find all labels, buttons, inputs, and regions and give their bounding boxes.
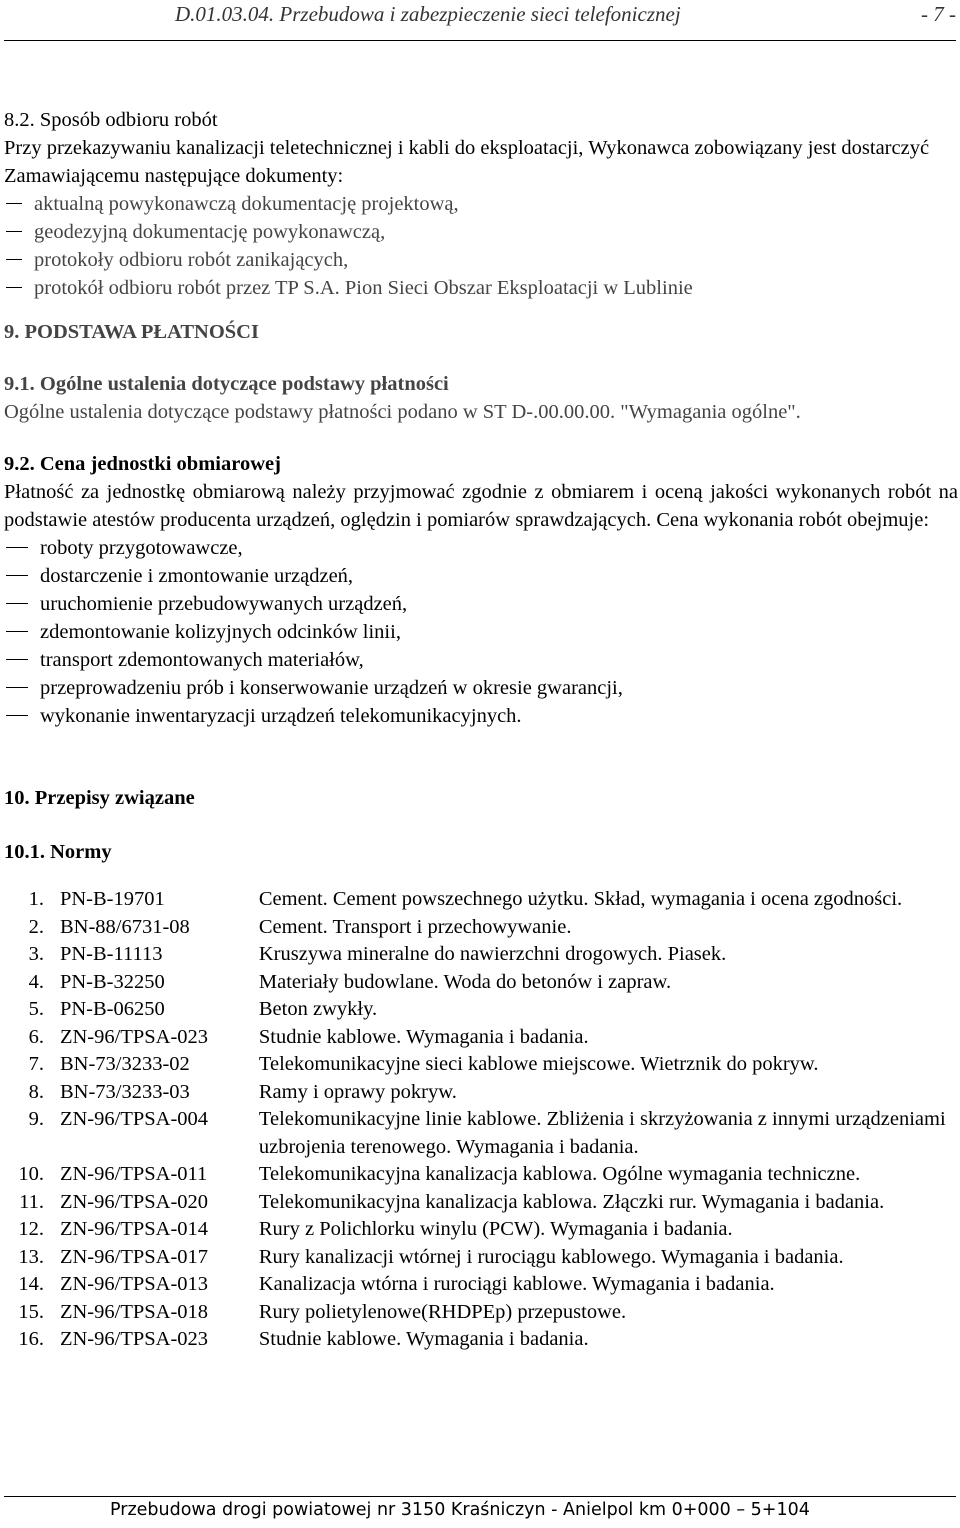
list-item: geodezyjną dokumentację powykonawczą,: [4, 218, 958, 246]
norm-number: 16.: [18, 1328, 44, 1350]
norm-description: Telekomunikacyjne linie kablowe. Zbliżenia i skrzyżowania z innymi urządzeniami uzbrojenia terenowego. Wymagania i badania.: [258, 1108, 946, 1158]
table-row: [4, 969, 958, 997]
norm-description: Telekomunikacyjna kanalizacja kablowa. Ogólne wymagania techniczne.: [258, 1163, 861, 1185]
norm-description: Kruszywa mineralne do nawierzchni drogowych. Piasek.: [258, 943, 727, 965]
section-8-2-heading: 8.2. Sposób odbioru robót: [4, 109, 218, 131]
norm-description: Studnie kablowe. Wymagania i badania.: [258, 1025, 589, 1048]
norm-number: 13.: [18, 1245, 44, 1268]
header-rule: [4, 40, 956, 41]
section-8-2-intro: Przy przekazywaniu kanalizacji teletechnicznej i kabli do eksploatacji, Wykonawca zobowiązany jest dostarczyć Zamawiającemu następujące dokumenty:: [4, 137, 930, 187]
table-row: [4, 1106, 958, 1161]
dash-bullet-icon: [6, 715, 28, 716]
dash-bullet-icon: [6, 603, 28, 604]
list-item: protokół odbioru robót przez TP S.A. Pion Sieci Obszar Eksploatacji w Lublinie: [4, 274, 958, 302]
section-8-2: [4, 106, 958, 302]
norm-number: 2.: [28, 915, 44, 938]
page-header: [0, 0, 960, 40]
list-item: uruchomienie przebudowywanych urządzeń,: [4, 590, 958, 618]
table-row: [4, 914, 958, 942]
footer-text: Przebudowa drogi powiatowej nr 3150 Kraśniczyn - Anielpol km 0+000 – 5+104: [110, 1500, 810, 1520]
dash-bullet-icon: [6, 547, 28, 548]
norm-number: 9.: [28, 1108, 44, 1130]
norm-number: 4.: [28, 970, 44, 993]
section-9-2-list: [4, 534, 958, 730]
norm-description: Rury polietylenowe(RHDPEp) przepustowe.: [258, 1300, 627, 1323]
list-item: zdemontowanie kolizyjnych odcinków linii,: [4, 618, 958, 646]
norm-number: 14.: [18, 1273, 44, 1295]
norm-description: Materiały budowlane. Woda do betonów i zapraw.: [258, 970, 672, 993]
section-9-1-heading: 9.1. Ogólne ustalenia dotyczące podstawy płatności: [4, 373, 449, 395]
norm-number: 8.: [28, 1080, 44, 1103]
norm-description: Cement. Transport i przechowywanie.: [258, 915, 572, 938]
norm-number: 10.: [18, 1163, 44, 1185]
norm-code: ZN-96/TPSA-014: [59, 1218, 209, 1240]
section-9-2-heading: 9.2. Cena jednostki obmiarowej: [4, 453, 281, 475]
dash-bullet-icon: [6, 631, 28, 632]
table-row: [4, 996, 958, 1024]
dash-bullet-icon: [6, 259, 22, 260]
page-footer: [0, 1496, 960, 1528]
table-row: [4, 1216, 958, 1244]
table-row: [4, 941, 958, 969]
norm-number: 3.: [28, 943, 44, 965]
norm-number: 1.: [28, 888, 44, 910]
norm-code: ZN-96/TPSA-004: [59, 1108, 209, 1130]
norm-description: Telekomunikacyjne sieci kablowe miejscowe. Wietrznik do pokryw.: [258, 1053, 819, 1075]
norms-table-body: [4, 886, 958, 1354]
table-row: [4, 1161, 958, 1189]
table-row: [4, 1189, 958, 1217]
list-item: transport zdemontowanych materiałów,: [4, 646, 958, 674]
table-row: [4, 1244, 958, 1272]
section-10-1-heading: 10.1. Normy: [4, 841, 112, 863]
header-page-number: - 7 -: [921, 2, 956, 26]
table-row: [4, 1326, 958, 1354]
section-9-2-text: Płatność za jednostkę obmiarową należy przyjmować zgodnie z obmiarem i oceną jakości wykonanych robót na podstawie atestów producenta urządzeń, oględzin i pomiarów sprawdzających. Cena wykonania robót obejmuje:: [4, 481, 958, 531]
norm-code: ZN-96/TPSA-011: [59, 1163, 208, 1185]
norm-number: 5.: [28, 998, 44, 1020]
norm-description: Kanalizacja wtórna i rurociągi kablowe. Wymagania i badania.: [258, 1273, 775, 1295]
table-row: [4, 1051, 958, 1079]
list-item: aktualną powykonawczą dokumentację projektową,: [4, 190, 958, 218]
norm-code: ZN-96/TPSA-023: [59, 1328, 209, 1350]
norm-description: Beton zwykły.: [258, 998, 378, 1020]
list-item: protokoły odbioru robót zanikających,: [4, 246, 958, 274]
header-title: D.01.03.04. Przebudowa i zabezpieczenie sieci telefonicznej: [175, 2, 681, 26]
norm-code: ZN-96/TPSA-023: [59, 1025, 209, 1048]
dash-bullet-icon: [6, 287, 22, 288]
section-9-1: [4, 370, 958, 426]
norm-code: PN-B-32250: [59, 970, 165, 993]
section-9-1-text: Ogólne ustalenia dotyczące podstawy płatności podano w ST D-.00.00.00. "Wymagania ogólne".: [4, 401, 801, 423]
norm-code: ZN-96/TPSA-020: [59, 1190, 209, 1213]
table-row: [4, 1079, 958, 1107]
list-item: dostarczenie i zmontowanie urządzeń,: [4, 562, 958, 590]
table-row: [4, 1024, 958, 1052]
footer-rule: [4, 1496, 956, 1497]
norm-description: Cement. Cement powszechnego użytku. Skład, wymagania i ocena zgodności.: [258, 888, 903, 910]
norm-description: Rury z Polichlorku winylu (PCW). Wymagania i badania.: [258, 1218, 733, 1240]
section-8-2-list: [4, 190, 958, 302]
table-row: [4, 1271, 958, 1299]
norm-code: ZN-96/TPSA-013: [59, 1273, 209, 1295]
norm-description: Rury kanalizacji wtórnej i rurociągu kablowego. Wymagania i badania.: [258, 1245, 844, 1268]
section-9-heading: 9. PODSTAWA PŁATNOŚCI: [4, 321, 259, 343]
table-row: [4, 886, 958, 914]
table-row: [4, 1299, 958, 1327]
norm-number: 6.: [28, 1025, 44, 1048]
list-item: przeprowadzeniu prób i konserwowanie urządzeń w okresie gwarancji,: [4, 674, 958, 702]
norm-number: 11.: [19, 1190, 44, 1213]
norm-code: BN-88/6731-08: [59, 915, 190, 938]
norm-code: PN-B-19701: [59, 888, 165, 910]
dash-bullet-icon: [6, 575, 28, 576]
norm-code: BN-73/3233-03: [59, 1080, 190, 1103]
norm-code: BN-73/3233-02: [59, 1053, 190, 1075]
dash-bullet-icon: [6, 687, 28, 688]
list-item: roboty przygotowawcze,: [4, 534, 958, 562]
norm-code: PN-B-11113: [59, 943, 163, 965]
dash-bullet-icon: [6, 231, 22, 232]
list-item: wykonanie inwentaryzacji urządzeń telekomunikacyjnych.: [4, 702, 958, 730]
dash-bullet-icon: [6, 203, 22, 204]
section-9-2: [4, 450, 958, 730]
norm-number: 12.: [18, 1218, 44, 1240]
norm-number: 15.: [18, 1300, 44, 1323]
norm-code: PN-B-06250: [59, 998, 165, 1020]
norm-description: Studnie kablowe. Wymagania i badania.: [258, 1328, 589, 1350]
norm-code: ZN-96/TPSA-018: [59, 1300, 209, 1323]
norm-description: Ramy i oprawy pokryw.: [258, 1080, 457, 1103]
section-10-heading: 10. Przepisy związane: [4, 787, 195, 809]
document-content: [4, 106, 958, 1354]
dash-bullet-icon: [6, 659, 28, 660]
norms-table: [4, 886, 958, 1354]
norm-code: ZN-96/TPSA-017: [59, 1245, 209, 1268]
norm-number: 7.: [28, 1053, 44, 1075]
norm-description: Telekomunikacyjna kanalizacja kablowa. Złączki rur. Wymagania i badania.: [258, 1190, 885, 1213]
